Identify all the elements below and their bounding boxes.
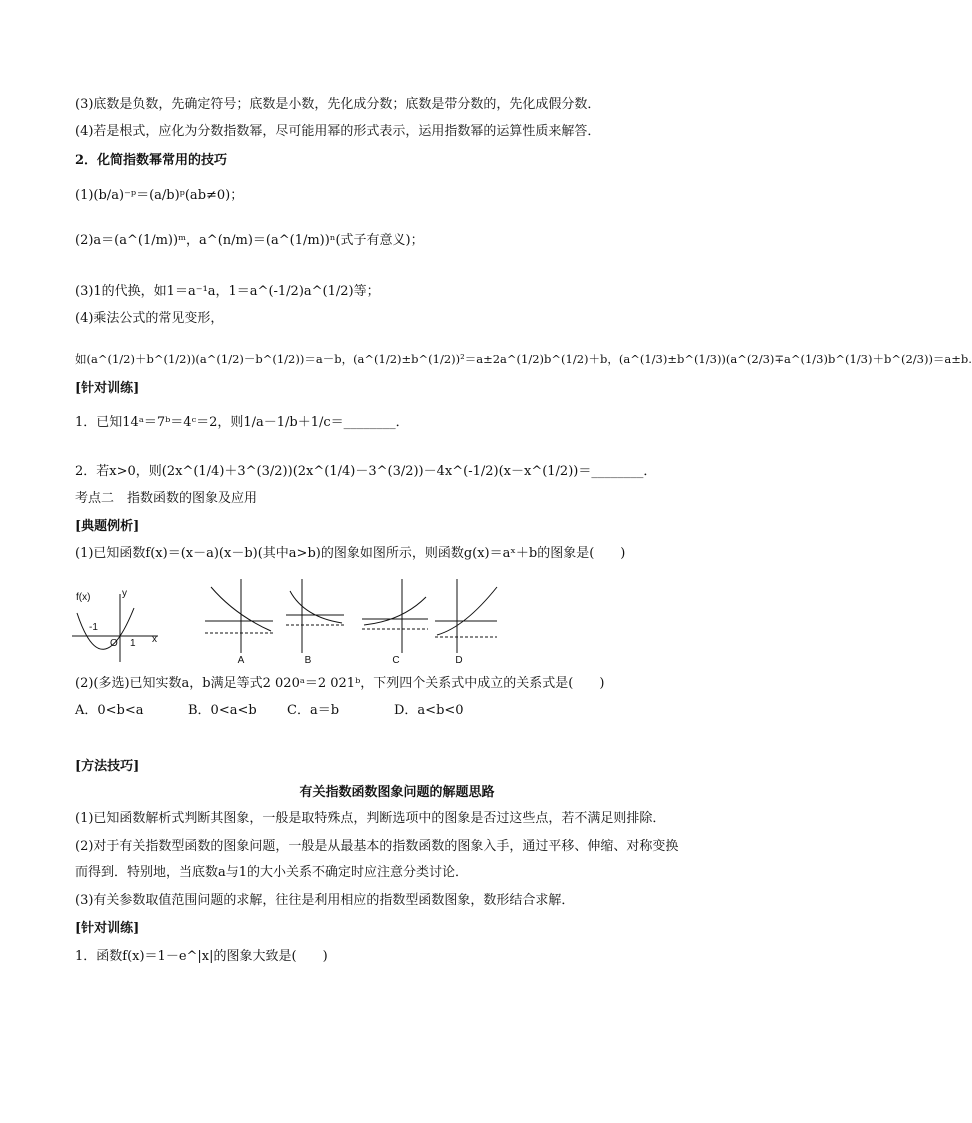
label-a: A bbox=[237, 655, 245, 666]
training-question-1: 1．已知14ᵃ＝7ᵇ＝4ᶜ＝2，则1/a－1/b＋1/c＝________． bbox=[75, 415, 409, 430]
tip-4-example: 如(a^(1/2)＋b^(1/2))(a^(1/2)－b^(1/2))＝a－b，(a^(1/2)±b^(1/2))²＝a±2a^(1/2)b^(1/2)＋b，(a^(1/3)±b^(1/3))(a^(2/3)∓a^(1/3)b^(1/3)＋b^(2/3))＝a±b. bbox=[75, 352, 972, 366]
point-two-heading: 考点二 指数函数的图象及应用 bbox=[75, 491, 258, 506]
label-b: B bbox=[304, 655, 312, 666]
example-heading: [典题例析] bbox=[75, 519, 140, 534]
fx-label: f(x) bbox=[76, 592, 91, 603]
training-heading-1: [针对训练] bbox=[75, 381, 140, 396]
option-b: B．0<a<b bbox=[188, 703, 257, 718]
example-question-2: (2)(多选)已知实数a，b满足等式2 020ᵃ＝2 021ᵇ，下列四个关系式中成立的关系式是( ) bbox=[75, 676, 605, 691]
option-d: D．a<b<0 bbox=[394, 703, 464, 718]
graph-option-b bbox=[286, 575, 346, 667]
label-d: D bbox=[455, 655, 463, 666]
option-a: A．0<b<a bbox=[75, 703, 144, 718]
label-c: C bbox=[392, 655, 400, 666]
tip-3: (3)1的代换，如1＝a⁻¹a，1＝a^(-1/2)a^(1/2)等； bbox=[75, 284, 380, 299]
y-axis-label: y bbox=[122, 588, 127, 599]
rule-3: (3)底数是负数，先确定符号；底数是小数，先化成分数；底数是带分数的，先化成假分数． bbox=[75, 97, 601, 112]
neg-one-label: -1 bbox=[89, 622, 98, 633]
training2-question-1: 1．函数f(x)＝1－e^|x|的图象大致是( ) bbox=[75, 949, 328, 964]
method-3: (3)有关参数取值范围问题的求解，往往是利用相应的指数型函数图象，数形结合求解． bbox=[75, 893, 575, 908]
example-question-1: (1)已知函数f(x)＝(x－a)(x－b)(其中a>b)的图象如图所示，则函数g(x)＝aˣ＋b的图象是( ) bbox=[75, 546, 626, 561]
method-2b: 而得到．特别地，当底数a与1的大小关系不确定时应注意分类讨论． bbox=[75, 865, 469, 880]
origin-label: O bbox=[110, 638, 118, 649]
graph-option-a bbox=[205, 575, 277, 667]
training-question-2: 2．若x>0，则(2x^(1/4)＋3^(3/2))(2x^(1/4)－3^(3/2))－4x^(-1/2)(x－x^(1/2))＝________． bbox=[75, 464, 657, 479]
section-heading-simplify: 2．化简指数幂常用的技巧 bbox=[75, 153, 228, 168]
tip-2: (2)a＝(a^(1/m))ᵐ，a^(n/m)＝(a^(1/m))ⁿ(式子有意义)； bbox=[75, 233, 424, 248]
graph-option-c bbox=[362, 575, 430, 667]
x-axis-label: x bbox=[152, 634, 157, 645]
methods-title: 有关指数函数图象问题的解题思路 bbox=[299, 785, 495, 800]
method-1: (1)已知函数解析式判断其图象，一般是取特殊点，判断选项中的图象是否过这些点，若不满足则排除． bbox=[75, 811, 666, 826]
one-label: 1 bbox=[130, 638, 136, 649]
rule-4: (4)若是根式，应化为分数指数幂，尽可能用幂的形式表示，运用指数幂的运算性质来解答． bbox=[75, 124, 601, 139]
method-2a: (2)对于有关指数型函数的图象问题，一般是从最基本的指数函数的图象入手，通过平移、伸缩、对称变换 bbox=[75, 839, 679, 854]
graph-option-d bbox=[435, 575, 499, 667]
training-heading-2: [针对训练] bbox=[75, 921, 140, 936]
tip-4: (4)乘法公式的常见变形， bbox=[75, 311, 224, 326]
tip-1: (1)(b/a)⁻ᵖ＝(a/b)ᵖ(ab≠0)； bbox=[75, 188, 244, 203]
option-c: C．a＝b bbox=[287, 703, 340, 718]
methods-heading: [方法技巧] bbox=[75, 759, 140, 774]
graph-fx bbox=[72, 588, 162, 663]
